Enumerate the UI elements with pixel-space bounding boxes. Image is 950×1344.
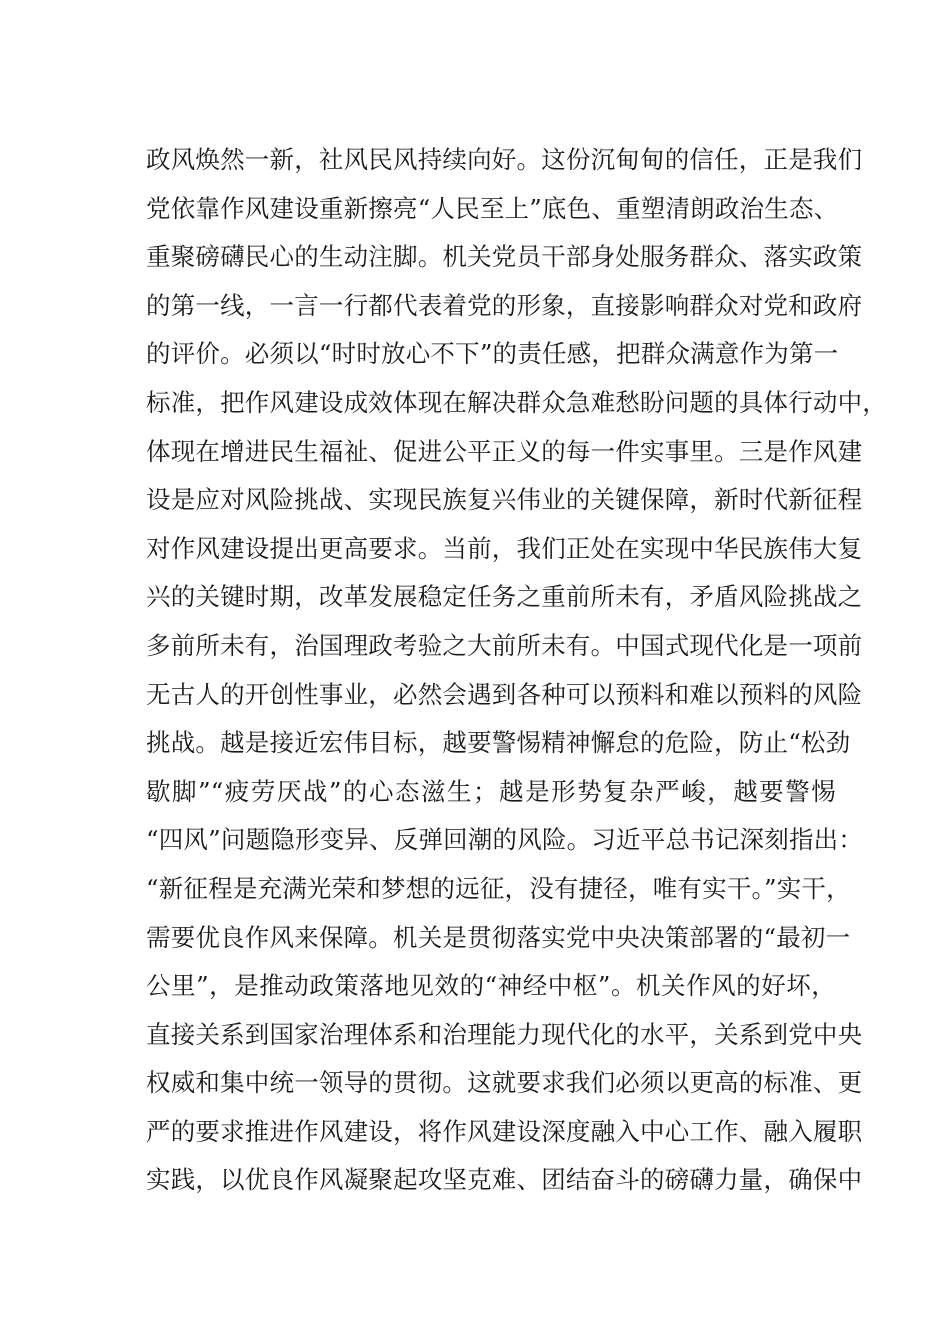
text-line: 需要优良作风来保障。机关是贯彻落实党中央决策部署的“最初一 [146, 922, 851, 952]
text-line: 党依靠作风建设重新擦亮“人民至上”底色、重塑清朗政治生态、 [146, 193, 839, 223]
text-line: 严的要求推进作风建设，将作风建设深度融入中心工作、融入履职 [146, 1116, 863, 1146]
body-paragraph [146, 136, 887, 1205]
text-line: 的评价。必须以“时时放心不下”的责任感，把群众满意作为第一 [146, 339, 839, 369]
text-line: 公里”，是推动政策落地见效的“神经中枢”。机关作风的好坏， [146, 971, 836, 1001]
text-line: 的第一线，一言一行都代表着党的形象，直接影响群众对党和政府 [146, 290, 863, 320]
text-line: “新征程是充满光荣和梦想的远征，没有捷径，唯有实干。”实干， [146, 873, 851, 903]
text-line: 兴的关键时期，改革发展稳定任务之重前所未有，矛盾风险挑战之 [146, 582, 863, 612]
text-line: 多前所未有，治国理政考验之大前所未有。中国式现代化是一项前 [146, 630, 863, 660]
text-line: 挑战。越是接近宏伟目标，越要警惕精神懈怠的危险，防止“松劲 [146, 728, 851, 758]
text-line: 设是应对风险挑战、实现民族复兴伟业的关键保障，新时代新征程 [146, 485, 863, 515]
text-line: 体现在增进民生福祉、促进公平正义的每一件实事里。三是作风建 [146, 436, 863, 466]
text-line: 直接关系到国家治理体系和治理能力现代化的水平，关系到党中央 [146, 1019, 863, 1049]
text-line: 歇脚”“疲劳厌战”的心态滋生；越是形势复杂严峻，越要警惕 [146, 776, 836, 806]
text-line: 重聚磅礴民心的生动注脚。机关党员干部身处服务群众、落实政策 [146, 242, 863, 272]
text-line: 对作风建设提出更高要求。当前，我们正处在实现中华民族伟大复 [146, 533, 863, 563]
text-line: 实践，以优良作风凝聚起攻坚克难、团结奋斗的磅礴力量，确保中 [146, 1165, 863, 1195]
text-line: “四风”问题隐形变异、反弹回潮的风险。习近平总书记深刻指出： [146, 825, 864, 855]
text-line: 无古人的开创性事业，必然会遇到各种可以预料和难以预料的风险 [146, 679, 863, 709]
text-line: 政风焕然一新，社风民风持续向好。这份沉甸甸的信任，正是我们 [146, 145, 863, 174]
text-line: 标准，把作风建设成效体现在解决群众急难愁盼问题的具体行动中， [146, 387, 887, 417]
text-line: 权威和集中统一领导的贯彻。这就要求我们必须以更高的标准、更 [146, 1068, 863, 1098]
